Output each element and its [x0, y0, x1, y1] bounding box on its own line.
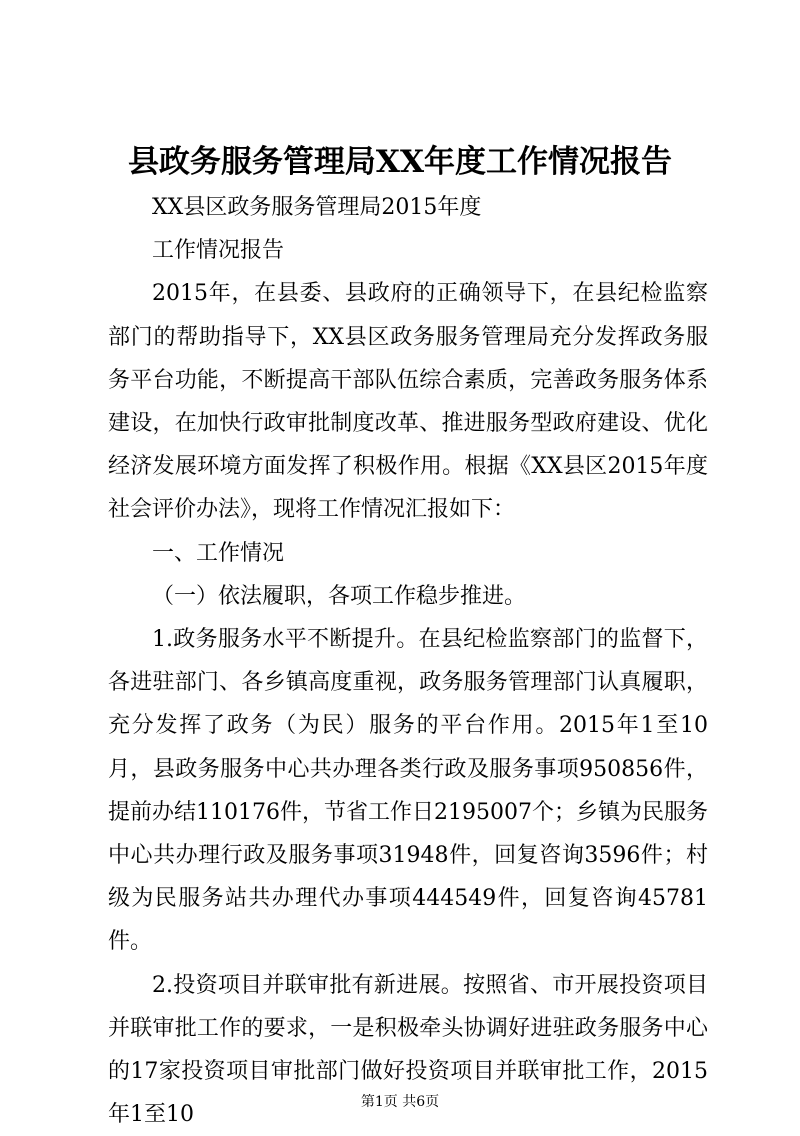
page-footer: 第1页 共6页 [360, 1094, 440, 1110]
section-heading: 一、工作情况 [152, 540, 285, 566]
body-paragraph: 2015年，在县委、县政府的正确领导下，在县纪检监察部门的帮助指导下，XX县区政务服务管理局充分发挥政务服务平台功能，不断提高干部队伍综合素质，完善政务服务体系建设，在加快行政审批制度改革、推进服务型政府建设、优化经济发展环境方面发挥了积极作用。根据《XX县区2015年度社会评价办法》，现将工作情况汇报如下： [108, 281, 708, 523]
document-title: 县政务服务管理局XX年度工作情况报告 [127, 144, 673, 180]
body-paragraph: 1.政务服务水平不断提升。在县纪检监察部门的监督下，各进驻部门、各乡镇高度重视，政务服务管理部门认真履职，充分发挥了政务（为民）服务的平台作用。2015年1至10月，县政务服务中心共办理各类行政及服务事项950856件，提前办结110176件，节省工作日2195007个；乡镇为民服务中心共办理行政及服务事项31948件，回复咨询3596件；村级为民服务站共办理代办事项444549件，回复咨询45781件。 [108, 627, 708, 955]
document-body [108, 186, 708, 1136]
subtitle-line: 工作情况报告 [152, 238, 285, 264]
subsection-heading: （一）依法履职，各项工作稳步推进。 [152, 583, 527, 609]
body-paragraph: 2.投资项目并联审批有新进展。按照省、市开展投资项目并联审批工作的要求，一是积极牵头协调好进驻政务服务中心的17家投资项目审批部门做好投资项目并联审批工作，2015年1至10 [108, 972, 708, 1128]
subtitle-line: XX县区政务服务管理局2015年度 [152, 195, 482, 220]
